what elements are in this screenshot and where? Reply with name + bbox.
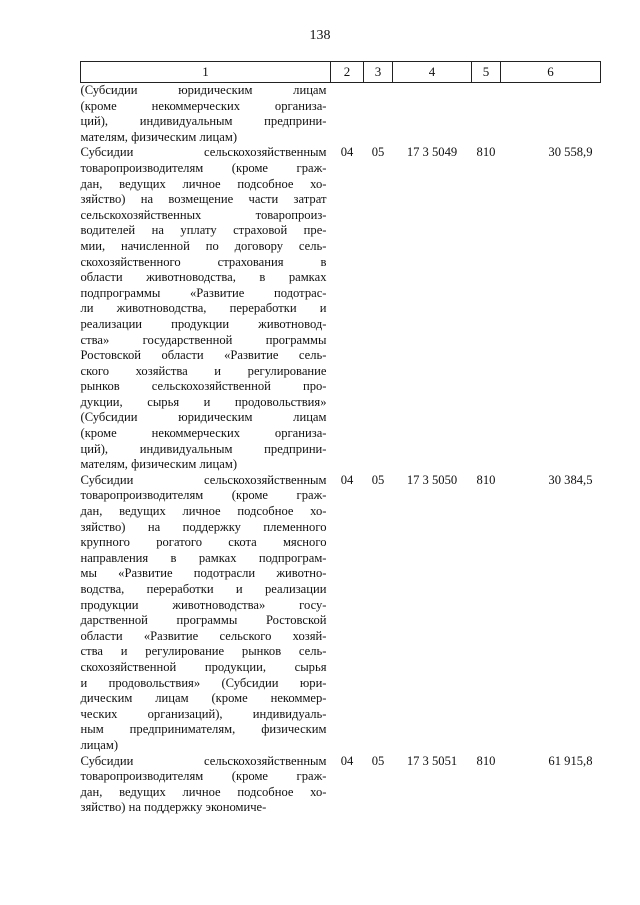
table-body (81, 83, 601, 816)
row-section-code: 04 (340, 145, 354, 160)
row-expense-type-code: 810 (476, 145, 496, 160)
description-line: лицам) (80, 737, 119, 752)
row-amount: 30 384,5 (548, 472, 593, 487)
description-line: области животноводства, в рамках (80, 270, 327, 285)
description-line: реализации продукции животновод- (80, 316, 327, 331)
description-line: Ростовской области «Развитие сель- (80, 348, 327, 363)
description-line: направления в рамках подпрограм- (80, 550, 327, 565)
row-subsection-code: 05 (371, 753, 385, 768)
description-line: (кроме некоммерческих организа- (80, 426, 327, 441)
row-expense-type-code: 810 (476, 753, 496, 768)
header-row (81, 62, 601, 83)
row-section-code: 04 (340, 472, 354, 487)
description-line: дическим лицам (кроме некоммер- (80, 691, 327, 706)
budget-table (80, 61, 601, 816)
description-line: ций), индивидуальным предприни- (80, 441, 327, 456)
row-amount: 30 558,9 (548, 145, 593, 160)
description-line: скохозяйственного страхования в (80, 254, 327, 269)
header-col-5: 5 (472, 62, 501, 83)
description-line: мы «Развитие подотрасли животно- (80, 566, 327, 581)
description-line: Субсидии сельскохозяйственным (80, 753, 327, 768)
table-row (81, 473, 601, 754)
description-line: товаропроизводителям (кроме граж- (80, 488, 327, 503)
row-description (81, 145, 331, 472)
description-line: скохозяйственной продукции, сырья (80, 659, 327, 674)
header-col-3: 3 (364, 62, 393, 83)
row-target-article-code: 17 3 5050 (406, 472, 458, 487)
header-col-4: 4 (393, 62, 472, 83)
description-line: области «Развитие сельского хозяй- (80, 628, 327, 643)
description-line: ства» государственной программы (80, 332, 327, 347)
description-line: ций), индивидуальным предприни- (80, 114, 327, 129)
description-line: дукции, сырья и продовольствия» (80, 394, 327, 409)
description-line: товаропроизводителям (кроме граж- (80, 769, 327, 784)
row-expense-type-code (472, 83, 501, 146)
description-line: Субсидии сельскохозяйственным (80, 472, 327, 487)
description-line: водства, переработки и реализации (80, 582, 327, 596)
row-subsection-code: 05 (371, 472, 385, 487)
description-line: мии, начисленной по договору сель- (80, 238, 327, 253)
description-line: зяйство) на поддержку экономиче- (80, 800, 267, 815)
description-line: (Субсидии юридическим лицам (80, 83, 327, 97)
description-line: дан, ведущих личное подсобное хо- (80, 504, 327, 519)
row-section-code: 04 (340, 753, 354, 768)
description-line: ным предпринимателям, физическим (80, 722, 327, 737)
description-line: подпрограммы «Развитие подотрас- (80, 285, 327, 300)
row-expense-type-code: 810 (476, 472, 496, 487)
description-line: ли животноводства, переработки и (80, 301, 327, 316)
description-line: продукции животноводства» госу- (80, 597, 327, 612)
description-line: сельскохозяйственных товаропроиз- (80, 207, 327, 222)
table-row (81, 145, 601, 472)
description-line: рынков сельскохозяйственной про- (80, 379, 327, 394)
page-number: 138 (309, 28, 331, 43)
table-header (81, 62, 601, 83)
description-line: крупного рогатого скота мясного (80, 535, 327, 550)
description-line: Субсидии сельскохозяйственным (80, 145, 327, 160)
header-col-2: 2 (331, 62, 364, 83)
row-subsection-code (364, 83, 393, 146)
row-target-article-code: 17 3 5051 (406, 753, 458, 768)
header-col-6: 6 (501, 62, 601, 83)
row-amount (501, 83, 601, 146)
table-row (81, 754, 601, 816)
row-target-article-code (393, 83, 472, 146)
description-line: товаропроизводителям (кроме граж- (80, 160, 327, 175)
row-amount: 61 915,8 (548, 753, 593, 768)
table-row (81, 83, 601, 146)
row-description (81, 473, 331, 754)
description-line: мателям, физическим лицам) (80, 129, 238, 144)
description-line: дан, ведущих личное подсобное хо- (80, 784, 327, 799)
row-subsection-code: 05 (371, 145, 385, 160)
header-col-1: 1 (81, 62, 331, 83)
row-target-article-code: 17 3 5049 (406, 145, 458, 160)
description-line: дан, ведущих личное подсобное хо- (80, 176, 327, 191)
description-line: водителей на уплату страховой пре- (80, 223, 327, 238)
description-line: дарственной программы Ростовской (80, 613, 327, 628)
description-line: зяйство) на поддержку племенного (80, 519, 327, 534)
row-section-code (331, 83, 364, 146)
description-line: зяйство) на возмещение части затрат (80, 192, 327, 207)
description-line: ского хозяйства и регулирование (80, 363, 327, 378)
description-line: и продовольствия» (Субсидии юри- (80, 675, 327, 690)
description-line: (Субсидии юридическим лицам (80, 410, 327, 425)
description-line: мателям, физическим лицам) (80, 457, 238, 472)
description-line: ческих организаций), индивидуаль- (80, 706, 327, 721)
row-description (81, 83, 331, 146)
description-line: (кроме некоммерческих организа- (80, 98, 327, 113)
description-line: ства и регулирование рынков сель- (80, 644, 327, 659)
row-description (81, 754, 331, 816)
